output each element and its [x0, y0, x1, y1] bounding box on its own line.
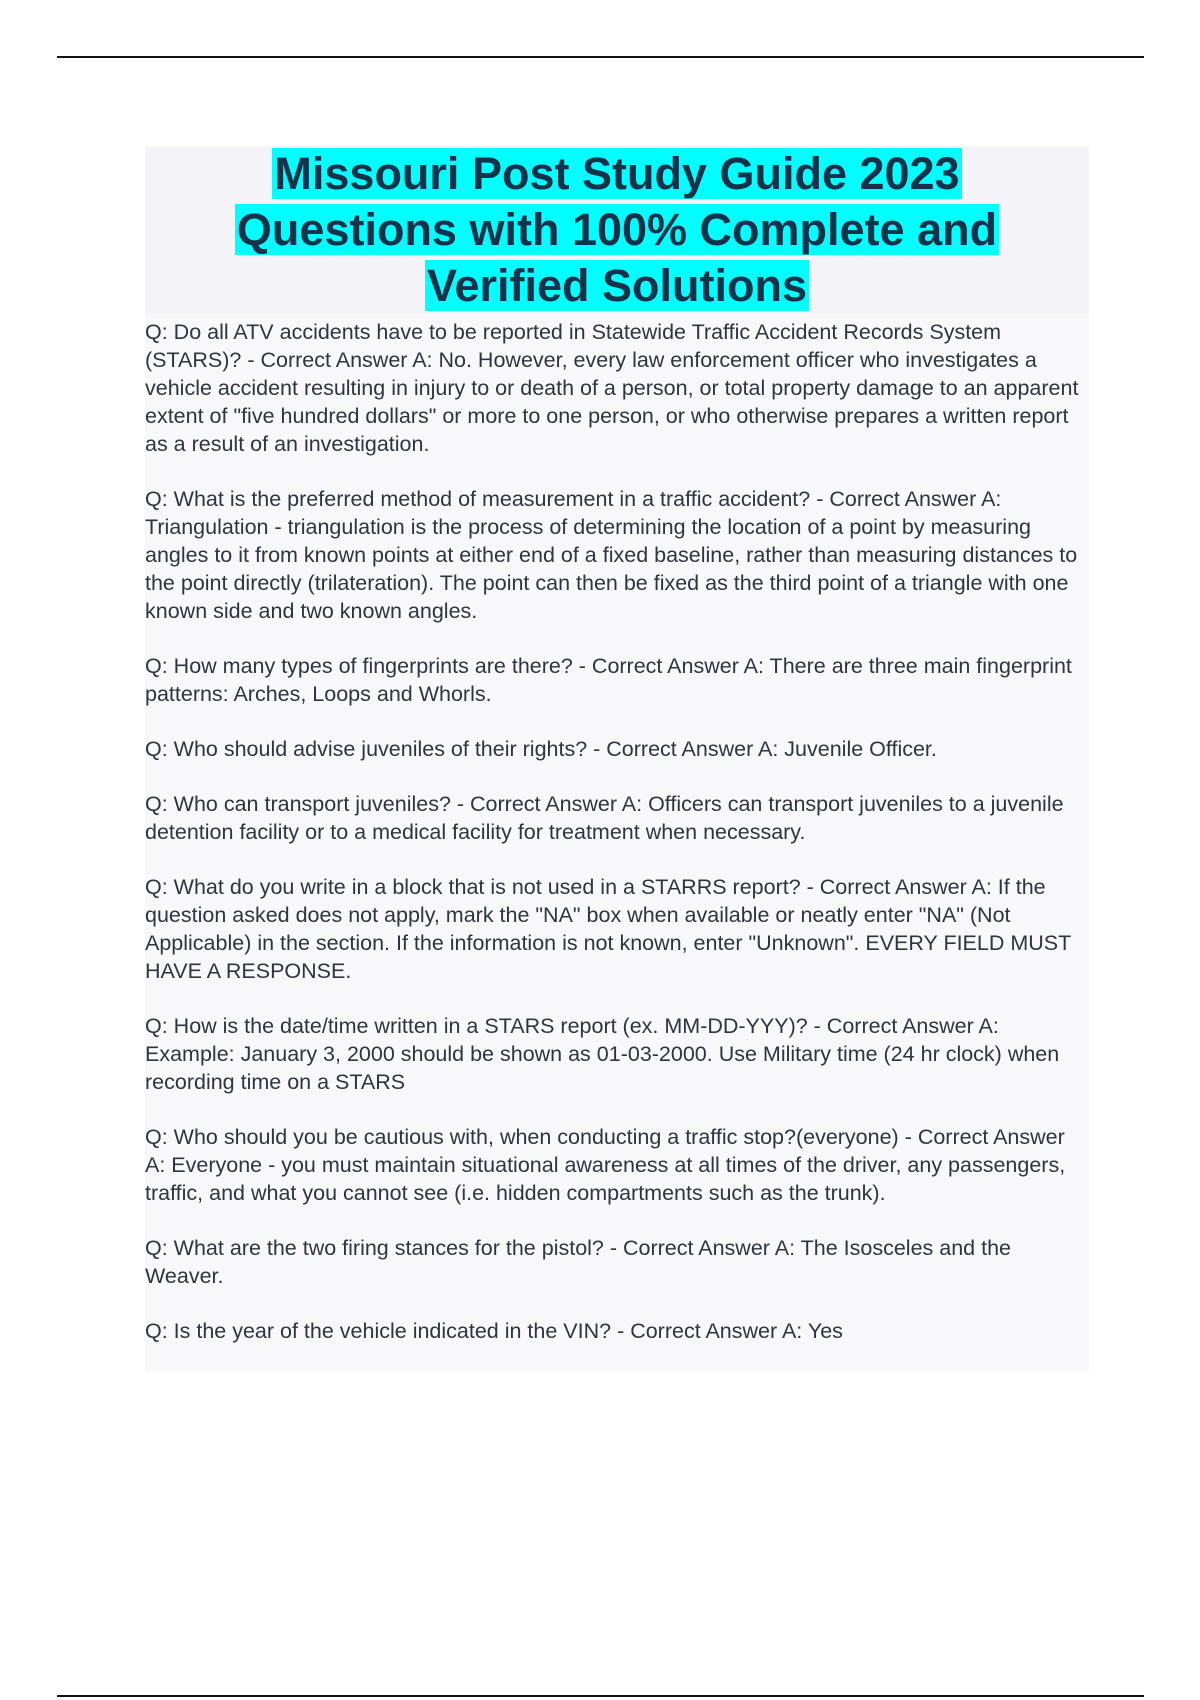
- title-line-2: Questions with 100% Complete and: [236, 204, 998, 255]
- qa-list: [145, 318, 1089, 1345]
- qa-item: Q: What are the two firing stances for the pistol? - Correct Answer A: The Isosceles and the Weaver.: [145, 1236, 1011, 1288]
- qa-item: Q: Who should advise juveniles of their rights? - Correct Answer A: Juvenile Officer.: [145, 737, 937, 761]
- qa-item: Q: How is the date/time written in a STARS report (ex. MM-DD-YYY)? - Correct Answer A: Example: January 3, 2000 should be shown as 01-03-2000. Use Military time (24 hr clock) when recording time on a STARS: [145, 1014, 1060, 1094]
- qa-item: Q: Who should you be cautious with, when conducting a traffic stop?(everyone) - Correct Answer A: Everyone - you must maintain situational awareness at all times of the driver, any passengers, traffic, and what you cannot see (i.e. hidden compartments such as the trunk).: [145, 1125, 1066, 1205]
- qa-item: Q: Is the year of the vehicle indicated in the VIN? - Correct Answer A: Yes: [145, 1319, 843, 1343]
- footer-rule: [57, 1695, 1144, 1697]
- qa-item: Q: What is the preferred method of measurement in a traffic accident? - Correct Answer A: Triangulation - triangulation is the process of determining the location of a point by measuring angles to it from known points at either end of a fixed baseline, rather than measuring distances to the point directly (trilateration). The point can then be fixed as the third point of a triangle with one known side and two known angles.: [145, 487, 1078, 623]
- title-line-3: Verified Solutions: [426, 260, 808, 311]
- qa-item: Q: Who can transport juveniles? - Correct Answer A: Officers can transport juveniles to a juvenile detention facility or to a medical facility for treatment when necessary.: [145, 792, 1064, 844]
- title-line-1: Missouri Post Study Guide 2023: [274, 148, 960, 199]
- qa-item: Q: How many types of fingerprints are there? - Correct Answer A: There are three main fingerprint patterns: Arches, Loops and Whorls.: [145, 654, 1072, 706]
- document-body: [145, 146, 1089, 1372]
- page-title: [145, 146, 1089, 314]
- title-block: [145, 146, 1089, 314]
- qa-item: Q: Do all ATV accidents have to be reported in Statewide Traffic Accident Records System (STARS)? - Correct Answer A: No. However, every law enforcement officer who investigates a vehicle accident resulting in injury to or death of a person, or total property damage to an apparent extent of "five hundred dollars" or more to one person, or who otherwise prepares a written report as a result of an investigation.: [145, 320, 1079, 456]
- header-rule: [57, 56, 1144, 58]
- qa-item: Q: What do you write in a block that is not used in a STARRS report? - Correct Answer A: If the question asked does not apply, mark the "NA" box when available or neatly enter "NA" (Not Applicable) in the section. If the information is not known, enter "Unknown". EVERY FIELD MUST HAVE A RESPONSE.: [145, 875, 1071, 983]
